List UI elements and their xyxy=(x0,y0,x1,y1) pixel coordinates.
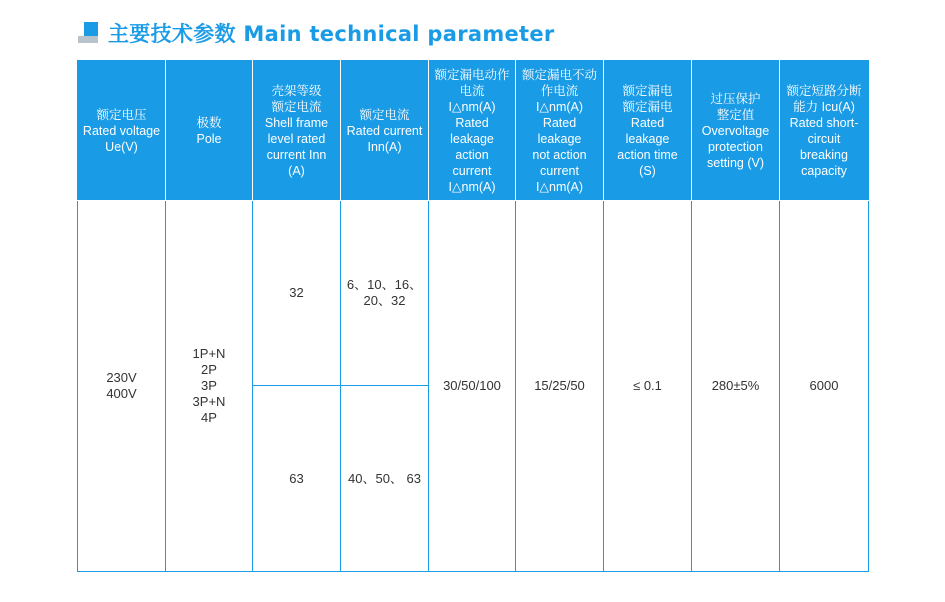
table-row xyxy=(78,201,869,386)
cell-rated-current: 6、10、16、 20、32 xyxy=(341,201,429,386)
cell-leakage-action-current: 30/50/100 xyxy=(429,201,516,572)
table-header-row xyxy=(78,61,869,201)
header-leakage-not-action-current: 额定漏电不动 作电流 I△nm(A) Rated leakage not action current I△nm(A) xyxy=(516,61,604,201)
cell-frame-current: 63 xyxy=(253,386,341,572)
cell-leakage-not-action-current: 15/25/50 xyxy=(516,201,604,572)
cell-breaking-capacity: 6000 xyxy=(780,201,869,572)
cell-leakage-action-time: ≤ 0.1 xyxy=(604,201,692,572)
technical-parameter-table xyxy=(77,60,869,572)
header-leakage-action-current: 额定漏电动作 电流 I△nm(A) Rated leakage action current I△nm(A) xyxy=(429,61,516,201)
header-overvoltage-setting: 过压保护 整定值 Overvoltage protection setting (V) xyxy=(692,61,780,201)
header-rated-current: 额定电流 Rated current Inn(A) xyxy=(341,61,429,201)
section-title: 主要技术参数 Main technical parameter xyxy=(108,22,555,46)
cell-rated-current: 40、50、 63 xyxy=(341,386,429,572)
section-heading xyxy=(78,18,555,48)
header-shell-frame-current: 壳架等级 额定电流 Shell frame level rated current Inn (A) xyxy=(253,61,341,201)
cell-overvoltage-setting: 280±5% xyxy=(692,201,780,572)
header-pole: 极数 Pole xyxy=(166,61,253,201)
cell-poles: 1P+N 2P 3P 3P+N 4P xyxy=(166,201,253,572)
square-block-icon xyxy=(78,22,100,44)
cell-voltage: 230V 400V xyxy=(78,201,166,572)
header-leakage-action-time: 额定漏电 额定漏电 Rated leakage action time (S) xyxy=(604,61,692,201)
header-breaking-capacity: 额定短路分断 能力 Icu(A) Rated short- circuit breaking capacity xyxy=(780,61,869,201)
cell-frame-current: 32 xyxy=(253,201,341,386)
header-rated-voltage: 额定电压 Rated voltage Ue(V) xyxy=(78,61,166,201)
